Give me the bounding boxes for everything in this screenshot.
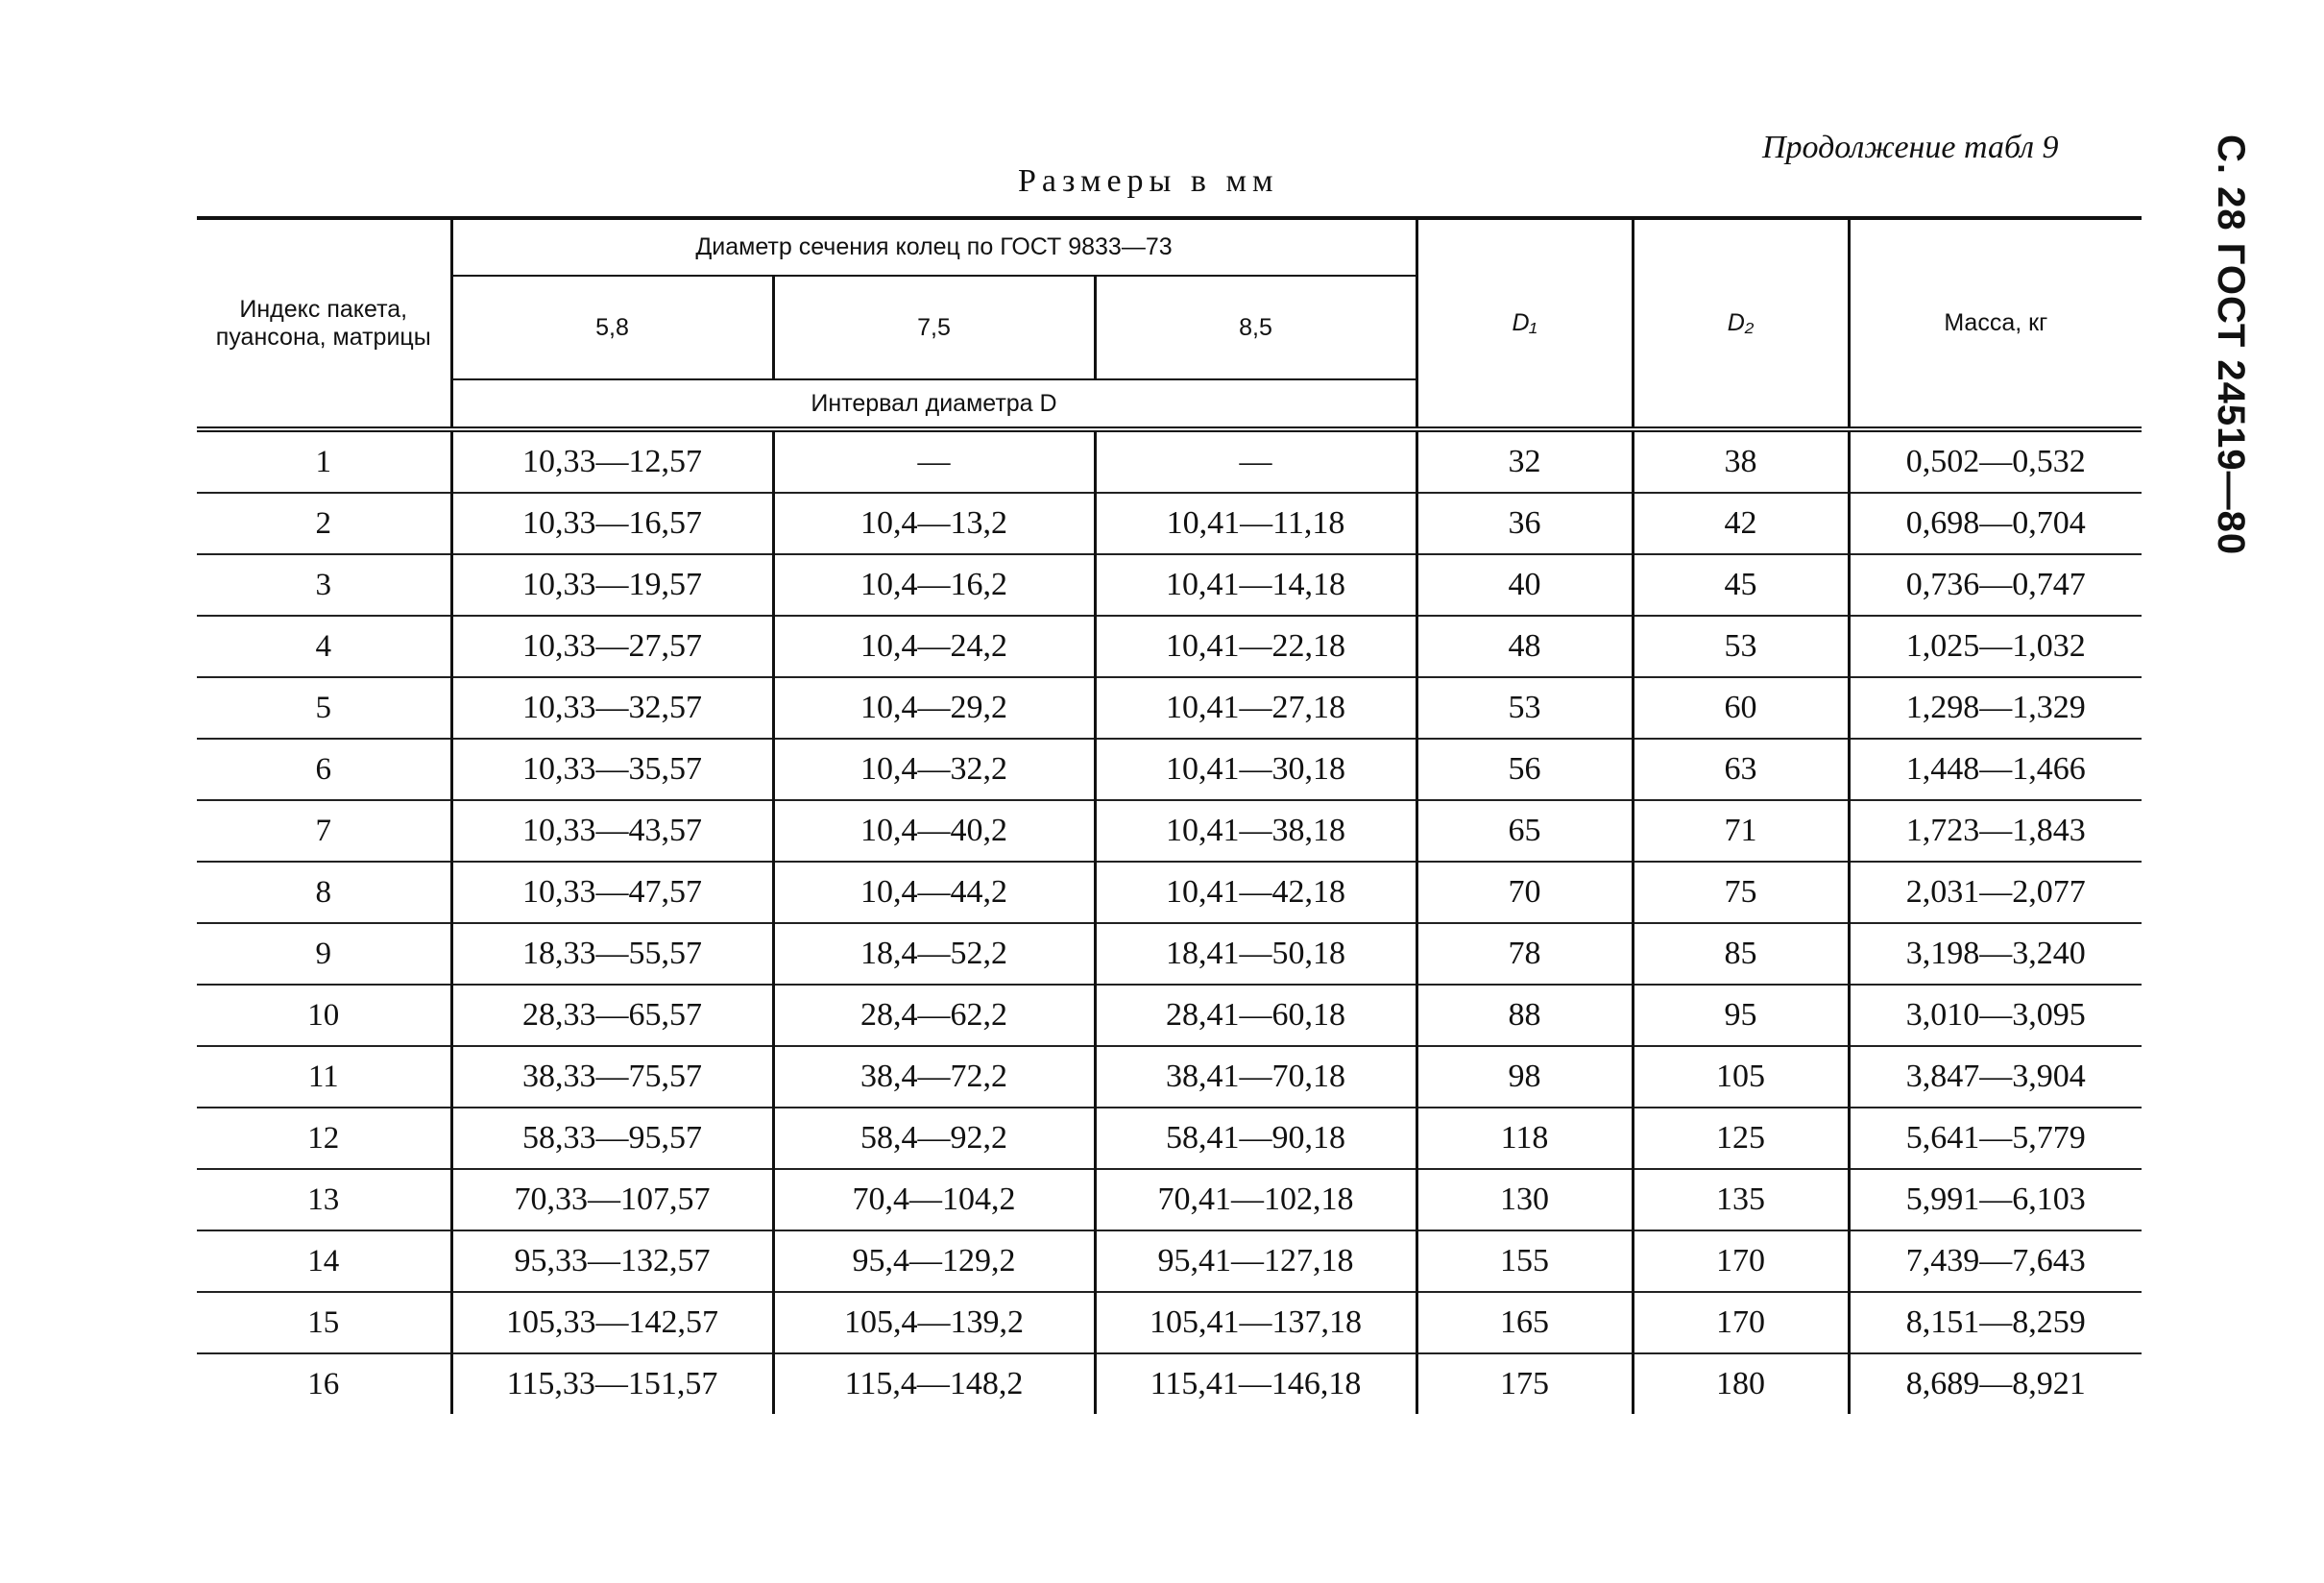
header-interval: Интервал диаметра D bbox=[451, 379, 1416, 429]
cell-d2: 170 bbox=[1633, 1230, 1849, 1292]
cell-interval-7-5: 10,4—44,2 bbox=[773, 862, 1095, 923]
cell-d2: 180 bbox=[1633, 1353, 1849, 1414]
cell-interval-8-5: 10,41—22,18 bbox=[1095, 616, 1416, 677]
table-row bbox=[197, 1046, 2142, 1108]
cell-interval-8-5: 10,41—14,18 bbox=[1095, 554, 1416, 616]
cell-index: 12 bbox=[197, 1108, 451, 1169]
cell-d1: 175 bbox=[1416, 1353, 1633, 1414]
cell-mass: 3,010—3,095 bbox=[1849, 985, 2142, 1046]
cell-interval-5-8: 28,33—65,57 bbox=[451, 985, 773, 1046]
cell-mass: 7,439—7,643 bbox=[1849, 1230, 2142, 1292]
cell-interval-5-8: 18,33—55,57 bbox=[451, 923, 773, 985]
cell-index: 11 bbox=[197, 1046, 451, 1108]
cell-interval-5-8: 10,33—19,57 bbox=[451, 554, 773, 616]
header-index: Индекс пакета, пуансона, матрицы bbox=[197, 218, 451, 429]
cell-d1: 118 bbox=[1416, 1108, 1633, 1169]
table-row bbox=[197, 862, 2142, 923]
cell-d2: 95 bbox=[1633, 985, 1849, 1046]
cell-mass: 3,847—3,904 bbox=[1849, 1046, 2142, 1108]
cell-interval-7-5: 10,4—32,2 bbox=[773, 739, 1095, 800]
cell-d2: 38 bbox=[1633, 429, 1849, 493]
cell-interval-7-5: 28,4—62,2 bbox=[773, 985, 1095, 1046]
cell-interval-5-8: 38,33—75,57 bbox=[451, 1046, 773, 1108]
header-d2: D₂ bbox=[1633, 218, 1849, 429]
table-row bbox=[197, 616, 2142, 677]
table-row bbox=[197, 1108, 2142, 1169]
cell-d1: 32 bbox=[1416, 429, 1633, 493]
cell-interval-5-8: 10,33—35,57 bbox=[451, 739, 773, 800]
cell-interval-7-5: 10,4—24,2 bbox=[773, 616, 1095, 677]
cell-index: 5 bbox=[197, 677, 451, 739]
cell-interval-5-8: 10,33—32,57 bbox=[451, 677, 773, 739]
cell-interval-8-5: 95,41—127,18 bbox=[1095, 1230, 1416, 1292]
cell-interval-8-5: 10,41—11,18 bbox=[1095, 493, 1416, 554]
cell-interval-8-5: 115,41—146,18 bbox=[1095, 1353, 1416, 1414]
cell-d1: 40 bbox=[1416, 554, 1633, 616]
table-row bbox=[197, 677, 2142, 739]
cell-interval-5-8: 10,33—27,57 bbox=[451, 616, 773, 677]
cell-d1: 48 bbox=[1416, 616, 1633, 677]
cell-index: 9 bbox=[197, 923, 451, 985]
cell-d1: 155 bbox=[1416, 1230, 1633, 1292]
cell-interval-5-8: 105,33—142,57 bbox=[451, 1292, 773, 1353]
cell-interval-5-8: 115,33—151,57 bbox=[451, 1353, 773, 1414]
cell-mass: 0,698—0,704 bbox=[1849, 493, 2142, 554]
cell-d1: 65 bbox=[1416, 800, 1633, 862]
cell-mass: 1,025—1,032 bbox=[1849, 616, 2142, 677]
cell-index: 10 bbox=[197, 985, 451, 1046]
cell-interval-5-8: 10,33—16,57 bbox=[451, 493, 773, 554]
cell-mass: 0,502—0,532 bbox=[1849, 429, 2142, 493]
cell-interval-7-5: 10,4—16,2 bbox=[773, 554, 1095, 616]
table-row bbox=[197, 923, 2142, 985]
side-page-label: С. 28 ГОСТ 24519—80 bbox=[2210, 134, 2252, 556]
cell-interval-8-5: 10,41—27,18 bbox=[1095, 677, 1416, 739]
cell-d1: 88 bbox=[1416, 985, 1633, 1046]
cell-d2: 75 bbox=[1633, 862, 1849, 923]
cell-d2: 135 bbox=[1633, 1169, 1849, 1230]
table-row bbox=[197, 493, 2142, 554]
table-row bbox=[197, 1353, 2142, 1414]
cell-d2: 85 bbox=[1633, 923, 1849, 985]
cell-mass: 8,151—8,259 bbox=[1849, 1292, 2142, 1353]
cell-mass: 2,031—2,077 bbox=[1849, 862, 2142, 923]
cell-mass: 1,723—1,843 bbox=[1849, 800, 2142, 862]
cell-d2: 42 bbox=[1633, 493, 1849, 554]
cell-interval-8-5: 70,41—102,18 bbox=[1095, 1169, 1416, 1230]
cell-mass: 3,198—3,240 bbox=[1849, 923, 2142, 985]
cell-interval-7-5: 38,4—72,2 bbox=[773, 1046, 1095, 1108]
cell-interval-5-8: 10,33—47,57 bbox=[451, 862, 773, 923]
cell-interval-7-5: 95,4—129,2 bbox=[773, 1230, 1095, 1292]
cell-interval-7-5: 58,4—92,2 bbox=[773, 1108, 1095, 1169]
cell-interval-8-5: 10,41—42,18 bbox=[1095, 862, 1416, 923]
cell-index: 14 bbox=[197, 1230, 451, 1292]
cell-d2: 53 bbox=[1633, 616, 1849, 677]
table-row bbox=[197, 429, 2142, 493]
cell-interval-5-8: 95,33—132,57 bbox=[451, 1230, 773, 1292]
cell-interval-5-8: 10,33—12,57 bbox=[451, 429, 773, 493]
cell-d2: 45 bbox=[1633, 554, 1849, 616]
cell-d1: 36 bbox=[1416, 493, 1633, 554]
cell-interval-7-5: 70,4—104,2 bbox=[773, 1169, 1095, 1230]
header-ring-group: Диаметр сечения колец по ГОСТ 9833—73 bbox=[451, 218, 1416, 276]
cell-interval-8-5: 38,41—70,18 bbox=[1095, 1046, 1416, 1108]
cell-interval-7-5: 18,4—52,2 bbox=[773, 923, 1095, 985]
cell-index: 3 bbox=[197, 554, 451, 616]
cell-d1: 56 bbox=[1416, 739, 1633, 800]
cell-index: 13 bbox=[197, 1169, 451, 1230]
cell-interval-7-5: 10,4—13,2 bbox=[773, 493, 1095, 554]
cell-d2: 63 bbox=[1633, 739, 1849, 800]
cell-interval-8-5: 28,41—60,18 bbox=[1095, 985, 1416, 1046]
table-row bbox=[197, 739, 2142, 800]
table-row bbox=[197, 1230, 2142, 1292]
cell-interval-8-5: 10,41—30,18 bbox=[1095, 739, 1416, 800]
cell-interval-7-5: — bbox=[773, 429, 1095, 493]
cell-index: 16 bbox=[307, 1366, 340, 1401]
cell-mass: 8,689—8,921 bbox=[1849, 1353, 2142, 1414]
cell-d1: 165 bbox=[1416, 1292, 1633, 1353]
table-row bbox=[197, 1292, 2142, 1353]
cell-interval-7-5: 10,4—40,2 bbox=[773, 800, 1095, 862]
cell-d1: 70 bbox=[1416, 862, 1633, 923]
table-body bbox=[197, 429, 2142, 1414]
table-row bbox=[197, 1169, 2142, 1230]
cell-mass: 1,298—1,329 bbox=[1849, 677, 2142, 739]
cell-interval-7-5: 10,4—29,2 bbox=[773, 677, 1095, 739]
cell-d2: 125 bbox=[1633, 1108, 1849, 1169]
dimensions-table bbox=[197, 216, 2142, 1414]
cell-d2: 71 bbox=[1633, 800, 1849, 862]
cell-index: 7 bbox=[197, 800, 451, 862]
cell-mass: 5,641—5,779 bbox=[1849, 1108, 2142, 1169]
cell-index: 6 bbox=[197, 739, 451, 800]
header-ring-7-5: 7,5 bbox=[773, 276, 1095, 379]
table-row bbox=[197, 985, 2142, 1046]
cell-mass: 1,448—1,466 bbox=[1849, 739, 2142, 800]
table-row bbox=[197, 554, 2142, 616]
cell-d2: 60 bbox=[1633, 677, 1849, 739]
cell-d1: 98 bbox=[1416, 1046, 1633, 1108]
header-d1: D₁ bbox=[1416, 218, 1633, 429]
cell-index: 4 bbox=[197, 616, 451, 677]
cell-d2: 105 bbox=[1633, 1046, 1849, 1108]
cell-interval-5-8: 10,33—43,57 bbox=[451, 800, 773, 862]
cell-interval-7-5: 105,4—139,2 bbox=[773, 1292, 1095, 1353]
cell-mass: 0,736—0,747 bbox=[1849, 554, 2142, 616]
header-ring-8-5: 8,5 bbox=[1095, 276, 1416, 379]
cell-index: 1 bbox=[197, 429, 451, 493]
cell-interval-8-5: 18,41—50,18 bbox=[1095, 923, 1416, 985]
table-continuation-caption: Продолжение табл 9 bbox=[1762, 130, 2059, 165]
header-ring-5-8: 5,8 bbox=[451, 276, 773, 379]
cell-index: 2 bbox=[197, 493, 451, 554]
cell-index: 15 bbox=[197, 1292, 451, 1353]
cell-d1: 130 bbox=[1416, 1169, 1633, 1230]
cell-interval-8-5: 105,41—137,18 bbox=[1095, 1292, 1416, 1353]
cell-mass: 5,991—6,103 bbox=[1849, 1169, 2142, 1230]
cell-interval-7-5: 115,4—148,2 bbox=[773, 1353, 1095, 1414]
cell-d1: 53 bbox=[1416, 677, 1633, 739]
cell-interval-5-8: 58,33—95,57 bbox=[451, 1108, 773, 1169]
units-caption: Размеры в мм bbox=[1018, 163, 1279, 199]
cell-interval-8-5: 58,41—90,18 bbox=[1095, 1108, 1416, 1169]
header-mass: Масса, кг bbox=[1849, 218, 2142, 429]
table bbox=[197, 216, 2142, 1414]
cell-d2: 170 bbox=[1633, 1292, 1849, 1353]
table-header bbox=[197, 218, 2142, 429]
cell-interval-5-8: 70,33—107,57 bbox=[451, 1169, 773, 1230]
cell-interval-8-5: — bbox=[1095, 429, 1416, 493]
cell-interval-8-5: 10,41—38,18 bbox=[1095, 800, 1416, 862]
cell-d1: 78 bbox=[1416, 923, 1633, 985]
table-row bbox=[197, 800, 2142, 862]
cell-index: 8 bbox=[197, 862, 451, 923]
